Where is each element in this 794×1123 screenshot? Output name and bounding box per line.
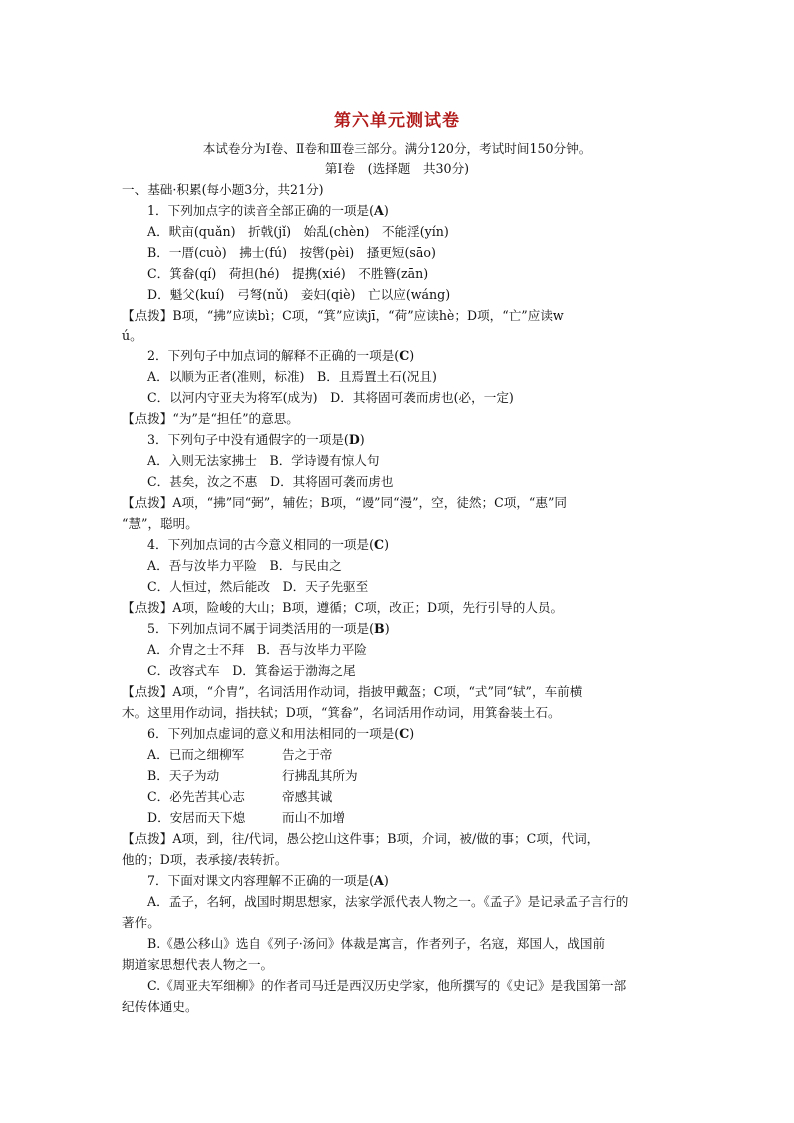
question-5-hint: 【点拨】A项，“介胄”，名词活用作动词，指披甲戴盔；C项，“式”同“轼”，车前横 [122, 684, 583, 699]
page-title: 第六单元测试卷 [334, 111, 460, 131]
section-heading: 一、基础·积累(每小题3分，共21分) [122, 182, 324, 197]
volume-heading: 第Ⅰ卷 (选择题 共30分) [324, 161, 470, 176]
question-7-option-c: C.《周亚夫军细柳》的作者司马迁是西汉历史学家，他所撰写的《史记》是我国第一部 [147, 978, 627, 993]
question-2-options-cd: C．以河内守亚夫为将军(成为) D．其将固可袭而虏也(必，一定) [147, 390, 514, 405]
question-2-options-ab: A．以顺为正者(准则，标准) B．且焉置土石(况且) [147, 369, 437, 384]
question-7-option-b-cont: 期道家思想代表人物之一。 [122, 957, 274, 972]
question-4-options-cd: C．人恒过，然后能改 D．天子先驱至 [147, 579, 369, 594]
question-6-option-c: C．必先苦其心志 [147, 789, 245, 804]
question-6-option-a-pair: 告之于帝 [282, 747, 333, 762]
question-5-stem: 5．下列加点词不属于词类活用的一项是(B) [147, 621, 390, 636]
question-5-hint-cont: 木。这里用作动词，指扶轼；D项，“箕畚”，名词活用作动词，用箕畚装土石。 [122, 705, 561, 720]
question-6-option-a: A．已而之细柳军 [147, 747, 245, 762]
question-5-options-cd: C．改容式车 D．箕畚运于渤海之尾 [147, 663, 356, 678]
question-6-option-d: D．安居而天下熄 [147, 810, 246, 825]
question-6-option-d-pair: 而山不加增 [282, 810, 345, 825]
question-5-options-ab: A．介胄之士不拜 B．吾与汝毕力平险 [147, 642, 367, 657]
question-1-option-c: C．箕畚(qí) 荷担(hé) 提携(xié) 不胜簪(zān) [147, 266, 429, 281]
question-6-hint-cont: 他的；D项，表承接/表转折。 [122, 852, 288, 867]
question-6-option-c-pair: 帝感其诚 [282, 789, 333, 804]
question-1-hint-cont: ú。 [122, 328, 143, 343]
question-4-stem: 4．下列加点词的古今意义相同的一项是(C) [147, 537, 389, 552]
question-1-stem: 1．下列加点字的读音全部正确的一项是(A) [147, 203, 389, 218]
question-3-stem: 3．下列句子中没有通假字的一项是(D) [147, 432, 365, 447]
question-4-options-ab: A．吾与汝毕力平险 B．与民由之 [147, 558, 342, 573]
question-1-option-a: A．畎亩(quǎn) 折戟(jǐ) 始乱(chèn) 不能淫(yín) [147, 224, 449, 239]
question-7-option-a: A．孟子，名轲，战国时期思想家，法家学派代表人物之一。《孟子》是记录孟子言行的 [147, 894, 629, 909]
question-4-hint: 【点拨】A项，险峻的大山；B项，遵循；C项，改正；D项，先行引导的人员。 [122, 600, 564, 615]
question-1-option-d: D．魁父(kuí) 弓弩(nǔ) 妾妇(qiè) 亡以应(wáng) [147, 287, 451, 302]
question-3-options-ab: A．入则无法家拂士 B．学诗谩有惊人句 [147, 453, 380, 468]
question-3-hint: 【点拨】A项，“拂”同“弼”，辅佐；B项，“谩”同“漫”，空，徒然；C项，“惠”同 [122, 495, 567, 510]
question-2-hint: 【点拨】“为”是“担任”的意思。 [122, 411, 299, 426]
question-6-option-b-pair: 行拂乱其所为 [282, 768, 358, 783]
question-3-hint-cont: “慧”，聪明。 [122, 516, 198, 531]
question-7-stem: 7．下面对课文内容理解不正确的一项是(A) [147, 873, 389, 888]
question-6-hint: 【点拨】A项，到，往/代词，愚公挖山这件事；B项，介词，被/做的事；C项，代词， [122, 831, 600, 846]
question-3-options-cd: C．甚矣，汝之不惠 D．其将固可袭而虏也 [147, 474, 394, 489]
question-2-stem: 2．下列句子中加点词的解释不正确的一项是(C) [147, 348, 415, 363]
question-1-hint: 【点拨】B项，“拂”应读bì；C项，“箕”应读jī，“荷”应读hè；D项，“亡”应读w [122, 308, 564, 323]
question-1-option-b: B．一厝(cuò) 拂士(fú) 按辔(pèi) 搔更短(sāo) [147, 245, 436, 260]
question-7-option-a-cont: 著作。 [122, 915, 160, 930]
exam-intro: 本试卷分为Ⅰ卷、Ⅱ卷和Ⅲ卷三部分。满分120分，考试时间150分钟。 [202, 141, 592, 156]
question-6-option-b: B．天子为动 [147, 768, 220, 783]
question-6-stem: 6．下列加点虚词的意义和用法相同的一项是(C) [147, 726, 415, 741]
question-7-option-b: B.《愚公移山》选自《列子·汤问》体裁是寓言，作者列子，名寇，郑国人，战国前 [147, 936, 606, 951]
question-7-option-c-cont: 纪传体通史。 [122, 999, 198, 1014]
